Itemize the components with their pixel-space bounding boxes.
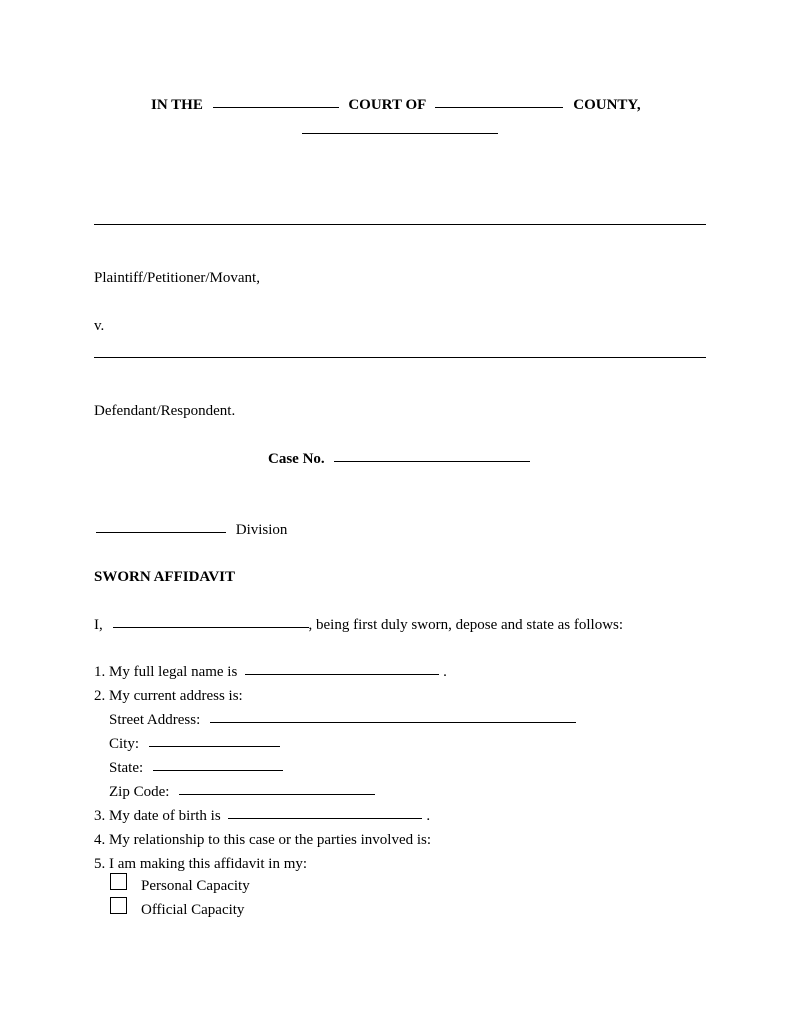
state-row — [109, 761, 283, 776]
division-label: Division — [235, 522, 288, 538]
affiant-intro — [94, 618, 623, 633]
full-legal-name-field[interactable] — [245, 673, 439, 675]
versus-label: v. — [94, 318, 105, 334]
item-full-name-label: 1. My full legal name is — [94, 664, 238, 680]
zip-label: Zip Code: — [109, 784, 170, 800]
personal-capacity-checkbox[interactable] — [110, 873, 127, 890]
item-dob-period: . — [426, 808, 431, 824]
street-address-label: Street Address: — [109, 712, 201, 728]
case-no-label: Case No. — [268, 451, 325, 467]
item-capacity: 5. I am making this affidavit in my: — [94, 856, 308, 872]
intro-prefix: I, — [94, 617, 103, 633]
county-name-field[interactable] — [435, 106, 563, 108]
affidavit-title: SWORN AFFIDAVIT — [94, 569, 235, 585]
item-relationship: 4. My relationship to this case or the parties involved is: — [94, 832, 432, 848]
plaintiff-name-field[interactable] — [94, 224, 706, 225]
county-label: COUNTY, — [573, 97, 641, 113]
item-dob-label: 3. My date of birth is — [94, 808, 221, 824]
city-field[interactable] — [149, 745, 280, 747]
in-the-label: IN THE — [151, 97, 203, 113]
item-full-name — [94, 665, 447, 680]
street-address-row — [109, 713, 576, 728]
item-full-name-period: . — [443, 664, 447, 680]
court-name-field[interactable] — [213, 106, 339, 108]
defendant-label: Defendant/Respondent. — [94, 403, 236, 419]
plaintiff-label: Plaintiff/Petitioner/Movant, — [94, 270, 260, 286]
zip-field[interactable] — [179, 793, 375, 795]
official-capacity-label: Official Capacity — [141, 902, 245, 918]
personal-capacity-label: Personal Capacity — [141, 878, 250, 894]
court-caption-line — [151, 98, 641, 113]
city-row — [109, 737, 280, 752]
affiant-name-field[interactable] — [113, 626, 309, 628]
official-capacity-checkbox[interactable] — [110, 897, 127, 914]
state-name-field[interactable] — [302, 133, 498, 134]
division-row — [96, 523, 287, 538]
state-label: State: — [109, 760, 144, 776]
street-address-field[interactable] — [210, 721, 576, 723]
case-number-row — [268, 452, 530, 467]
zip-row — [109, 785, 375, 800]
defendant-name-field[interactable] — [94, 357, 706, 358]
state-field[interactable] — [153, 769, 283, 771]
city-label: City: — [109, 736, 140, 752]
item-address-label: 2. My current address is: — [94, 688, 243, 704]
court-of-label: COURT OF — [348, 97, 426, 113]
date-of-birth-field[interactable] — [228, 817, 422, 819]
case-number-field[interactable] — [334, 460, 530, 462]
intro-suffix: , being first duly sworn, depose and state as follows: — [308, 617, 624, 633]
division-field[interactable] — [96, 531, 226, 533]
item-dob — [94, 809, 430, 824]
